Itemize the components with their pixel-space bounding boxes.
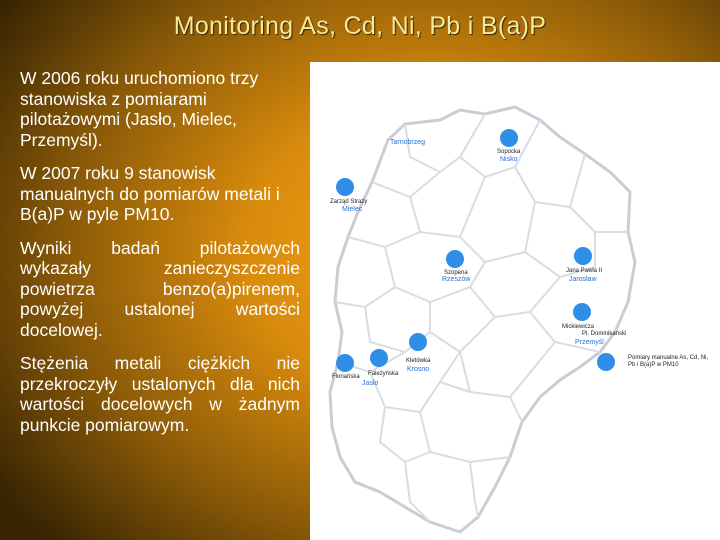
paragraph-2006: W 2006 roku uruchomiono trzy stanowiska z pomiarami pilotażowymi (Jasło, Mielec, Przemyśl). [20,68,259,150]
legend-marker [597,353,615,371]
station-marker-jaroslaw [574,247,592,265]
text-panel [15,62,310,540]
station-marker-mielec [336,178,354,196]
label-mielec: Mielec [342,206,363,213]
map-legend-text: Pomiary manualne As, Cd, Ni, Pb i B(a)P w PM10 [628,355,709,368]
slide-title: Monitoring As, Cd, Ni, Pb i B(a)P [173,12,547,40]
label-nisko: Nisko [500,156,518,163]
label-nisko-street: Sopocka [497,149,521,155]
station-marker-krosno [409,333,427,351]
region-outline [330,107,635,532]
label-przemysl: Przemyśl [575,339,604,346]
label-krosno: Krosno [407,366,430,373]
station-marker-jaslo [336,354,354,372]
label-tarnobrzeg: Tarnobrzeg [390,139,426,146]
paragraph-pilot-results: Wyniki badań pilotażowych wykazały zanieczyszczenie powietrza benzo(a)pirenem, powyżej ustalonej wartości docelowej. [20,237,300,340]
label-jaslo-street-2: Fależyńska [368,371,399,377]
label-mielec-street: Zarząd Straży [330,199,368,205]
label-rzeszow-street: Szopena [444,270,468,276]
label-jaslo: Jasło [362,380,379,387]
region-map-svg [310,62,720,540]
label-jaslo-street-1: Floriańska [332,374,360,380]
station-marker-przemysl [573,303,591,321]
station-marker-nisko [500,129,518,147]
label-przemysl-street-1: Mickiewicza [562,324,595,330]
label-krosno-street: Kletówka [406,358,431,364]
label-przemysl-street-2: Pl. Dominikański [582,331,627,337]
label-rzeszow: Rzeszów [442,276,471,283]
paragraph-metals: Stężenia metali ciężkich nie przekroczyły ustalonych dla nich wartości docelowych w żadnym punkcie pomiarowym. [20,353,300,435]
label-jaroslaw: Jarosław [569,276,597,283]
station-marker-rzeszow [446,250,464,268]
region-map [310,62,720,540]
station-marker-jaslo-2 [370,349,388,367]
paragraph-2007: W 2007 roku 9 stanowisk manualnych do pomiarów metali i B(a)P w pyle PM10. [20,163,280,224]
label-jaroslaw-street: Jana Pawła II [566,268,603,274]
